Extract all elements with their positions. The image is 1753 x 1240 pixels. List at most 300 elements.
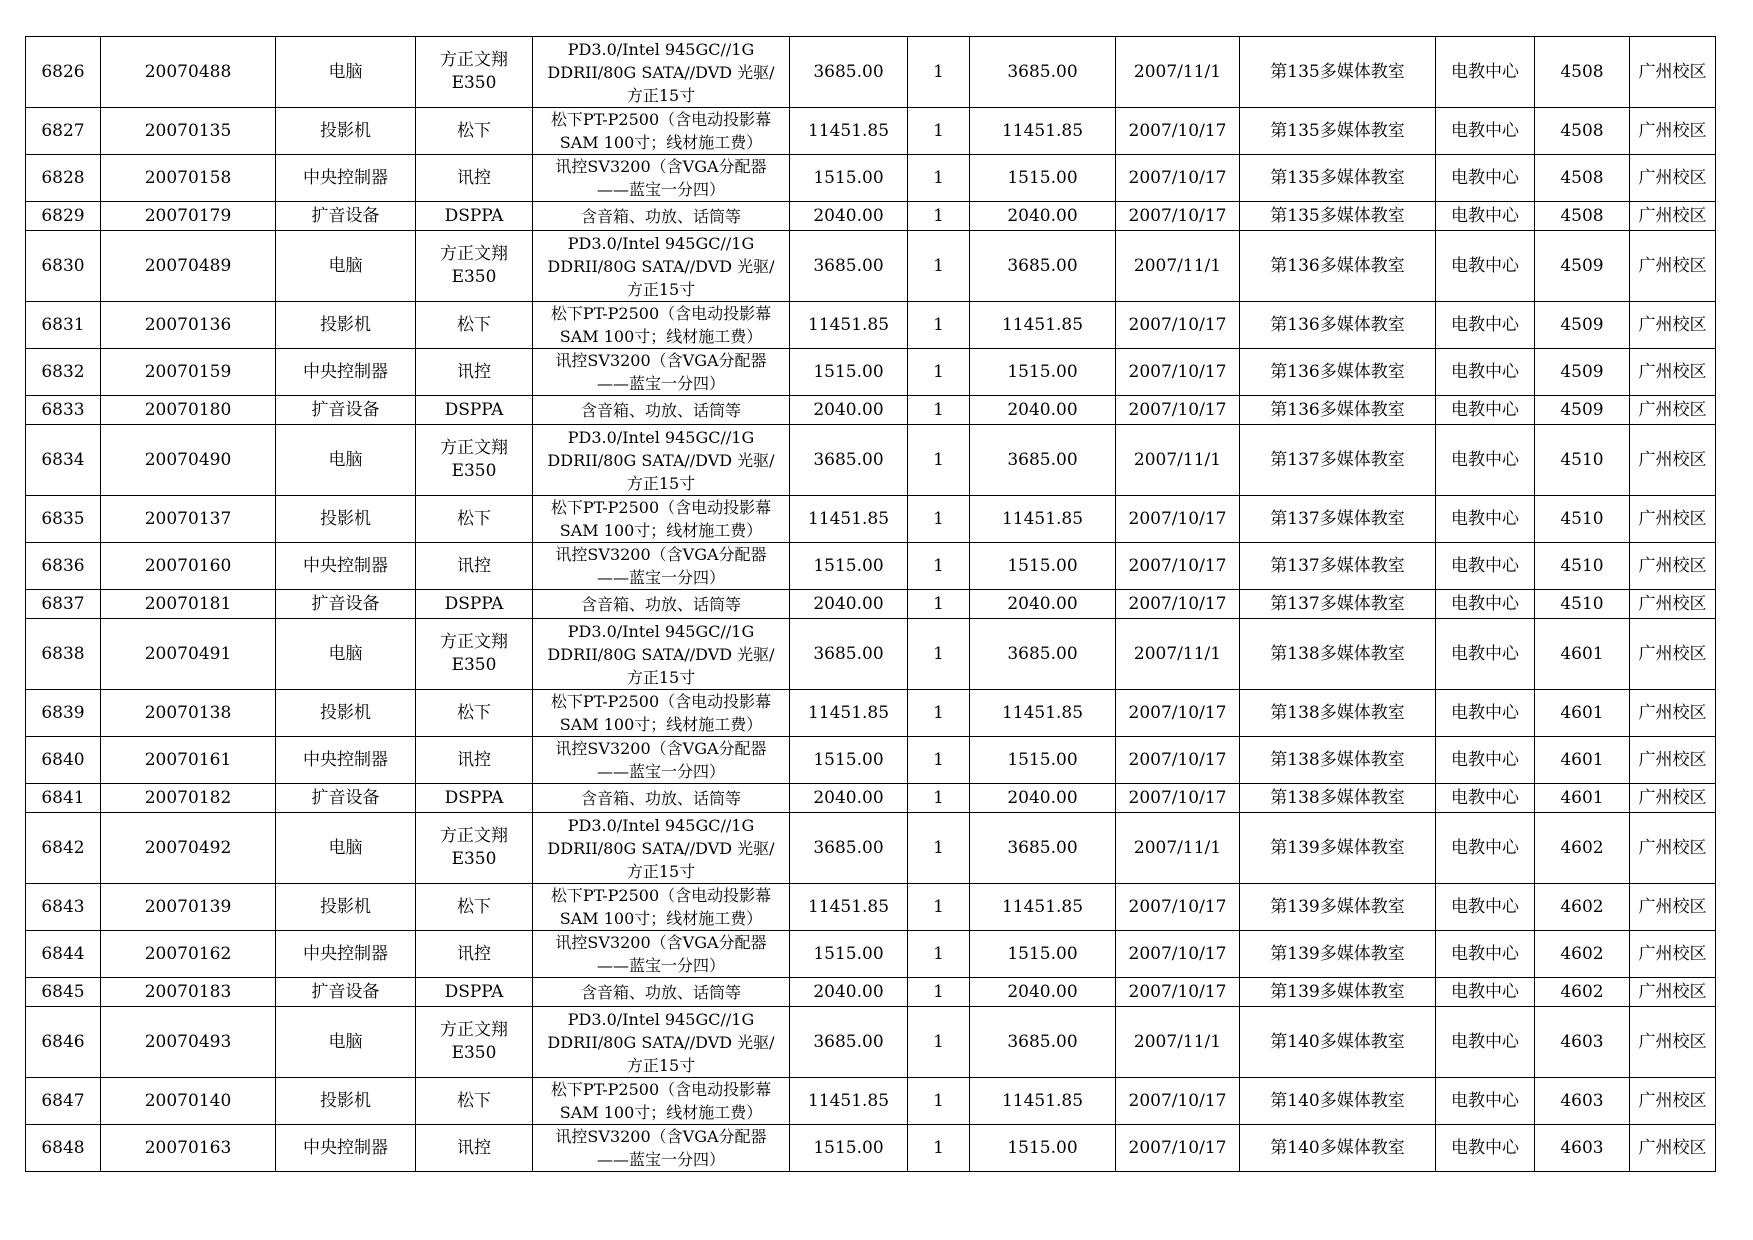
location-cell: 第139多媒体教室 bbox=[1240, 884, 1436, 931]
location-cell: 第136多媒体教室 bbox=[1240, 349, 1436, 396]
brand-cell bbox=[416, 737, 533, 784]
amount-cell: 2040.00 bbox=[970, 590, 1116, 619]
asset-code-cell: 20070489 bbox=[101, 231, 276, 302]
serial-number-cell: 6827 bbox=[26, 108, 101, 155]
brand-cell-line: 讯控 bbox=[457, 1137, 491, 1158]
date-cell: 2007/10/17 bbox=[1116, 1125, 1240, 1172]
amount-cell: 3685.00 bbox=[970, 37, 1116, 108]
spec-cell-line: PD3.0/Intel 945GC//1G bbox=[567, 427, 755, 447]
brand-cell-line: E350 bbox=[451, 1043, 497, 1063]
campus-cell: 广州校区 bbox=[1630, 202, 1716, 231]
asset-name-cell: 扩音设备 bbox=[276, 202, 416, 231]
date-cell: 2007/10/17 bbox=[1116, 931, 1240, 978]
serial-number-cell: 6845 bbox=[26, 978, 101, 1007]
spec-cell-line: 松下PT-P2500（含电动投影幕 bbox=[550, 1080, 772, 1099]
room-cell: 4602 bbox=[1535, 884, 1630, 931]
spec-cell-line: 讯控SV3200（含VGA分配器 bbox=[555, 933, 767, 952]
room-cell: 4603 bbox=[1535, 1007, 1630, 1078]
quantity-cell: 1 bbox=[908, 1078, 970, 1125]
amount-cell: 2040.00 bbox=[970, 978, 1116, 1007]
asset-code-cell: 20070491 bbox=[101, 619, 276, 690]
serial-number-cell: 6837 bbox=[26, 590, 101, 619]
brand-cell bbox=[416, 543, 533, 590]
location-cell: 第139多媒体教室 bbox=[1240, 978, 1436, 1007]
asset-code-cell: 20070182 bbox=[101, 784, 276, 813]
department-cell: 电教中心 bbox=[1436, 813, 1535, 884]
brand-cell-line: E350 bbox=[451, 73, 497, 93]
asset-name-cell: 电脑 bbox=[276, 231, 416, 302]
serial-number-cell: 6839 bbox=[26, 690, 101, 737]
asset-code-cell: 20070158 bbox=[101, 155, 276, 202]
quantity-cell: 1 bbox=[908, 978, 970, 1007]
room-cell: 4601 bbox=[1535, 737, 1630, 784]
room-cell: 4603 bbox=[1535, 1125, 1630, 1172]
brand-cell bbox=[416, 425, 533, 496]
asset-code-cell: 20070138 bbox=[101, 690, 276, 737]
amount-cell: 1515.00 bbox=[970, 543, 1116, 590]
spec-cell-line: 松下PT-P2500（含电动投影幕 bbox=[550, 886, 772, 905]
location-cell: 第137多媒体教室 bbox=[1240, 590, 1436, 619]
department-cell: 电教中心 bbox=[1436, 1125, 1535, 1172]
spec-cell-line: 方正15寸 bbox=[626, 85, 696, 105]
spec-cell-line: ——蓝宝一分四） bbox=[596, 762, 725, 781]
asset-name-cell: 投影机 bbox=[276, 108, 416, 155]
asset-code-cell: 20070183 bbox=[101, 978, 276, 1007]
amount-cell: 2040.00 bbox=[970, 202, 1116, 231]
brand-cell bbox=[416, 690, 533, 737]
brand-cell-line: 方正文翔 bbox=[440, 1020, 508, 1040]
amount-cell: 11451.85 bbox=[970, 302, 1116, 349]
unit-price-cell: 11451.85 bbox=[790, 302, 908, 349]
spec-cell-line: ——蓝宝一分四） bbox=[596, 956, 725, 975]
campus-cell: 广州校区 bbox=[1630, 784, 1716, 813]
spec-cell-line: PD3.0/Intel 945GC//1G bbox=[567, 815, 755, 835]
quantity-cell: 1 bbox=[908, 1007, 970, 1078]
asset-code-cell: 20070160 bbox=[101, 543, 276, 590]
amount-cell: 3685.00 bbox=[970, 813, 1116, 884]
table-row bbox=[26, 690, 1716, 737]
spec-cell-line: SAM 100寸；线材施工费） bbox=[559, 1103, 763, 1122]
spec-cell-line: PD3.0/Intel 945GC//1G bbox=[567, 39, 755, 59]
brand-cell-line: 方正文翔 bbox=[440, 50, 508, 70]
room-cell: 4510 bbox=[1535, 425, 1630, 496]
unit-price-cell: 3685.00 bbox=[790, 1007, 908, 1078]
brand-cell-line: 方正文翔 bbox=[440, 438, 508, 458]
brand-cell-line: 松下 bbox=[457, 896, 491, 917]
room-cell: 4509 bbox=[1535, 231, 1630, 302]
spec-cell-line: DDRII/80G SATA//DVD 光驱/ bbox=[547, 256, 775, 276]
quantity-cell: 1 bbox=[908, 155, 970, 202]
brand-cell bbox=[416, 884, 533, 931]
location-cell: 第135多媒体教室 bbox=[1240, 155, 1436, 202]
brand-cell-line: E350 bbox=[451, 849, 497, 869]
serial-number-cell: 6826 bbox=[26, 37, 101, 108]
date-cell: 2007/11/1 bbox=[1116, 619, 1240, 690]
asset-name-cell: 扩音设备 bbox=[276, 978, 416, 1007]
spec-cell-line: ——蓝宝一分四） bbox=[596, 568, 725, 587]
serial-number-cell: 6829 bbox=[26, 202, 101, 231]
spec-cell bbox=[533, 108, 790, 155]
amount-cell: 11451.85 bbox=[970, 690, 1116, 737]
spec-cell bbox=[533, 1125, 790, 1172]
spec-cell-line: PD3.0/Intel 945GC//1G bbox=[567, 621, 755, 641]
brand-cell bbox=[416, 202, 533, 231]
serial-number-cell: 6848 bbox=[26, 1125, 101, 1172]
location-cell: 第140多媒体教室 bbox=[1240, 1078, 1436, 1125]
date-cell: 2007/10/17 bbox=[1116, 978, 1240, 1007]
quantity-cell: 1 bbox=[908, 349, 970, 396]
brand-cell-line: 方正文翔 bbox=[440, 244, 508, 264]
spec-cell-line: ——蓝宝一分四） bbox=[596, 180, 725, 199]
asset-code-cell: 20070493 bbox=[101, 1007, 276, 1078]
date-cell: 2007/10/17 bbox=[1116, 396, 1240, 425]
quantity-cell: 1 bbox=[908, 590, 970, 619]
spec-cell bbox=[533, 1007, 790, 1078]
room-cell: 4508 bbox=[1535, 37, 1630, 108]
spec-cell bbox=[533, 884, 790, 931]
unit-price-cell: 3685.00 bbox=[790, 425, 908, 496]
brand-cell-line: 讯控 bbox=[457, 167, 491, 188]
unit-price-cell: 1515.00 bbox=[790, 543, 908, 590]
department-cell: 电教中心 bbox=[1436, 619, 1535, 690]
table-row bbox=[26, 978, 1716, 1007]
brand-cell bbox=[416, 155, 533, 202]
amount-cell: 3685.00 bbox=[970, 231, 1116, 302]
asset-name-cell: 电脑 bbox=[276, 619, 416, 690]
asset-name-cell: 投影机 bbox=[276, 884, 416, 931]
spec-cell-line: PD3.0/Intel 945GC//1G bbox=[567, 233, 755, 253]
spec-cell-line: DDRII/80G SATA//DVD 光驱/ bbox=[547, 644, 775, 664]
location-cell: 第136多媒体教室 bbox=[1240, 231, 1436, 302]
asset-name-cell: 投影机 bbox=[276, 690, 416, 737]
asset-code-cell: 20070490 bbox=[101, 425, 276, 496]
room-cell: 4601 bbox=[1535, 690, 1630, 737]
brand-cell bbox=[416, 931, 533, 978]
date-cell: 2007/11/1 bbox=[1116, 1007, 1240, 1078]
department-cell: 电教中心 bbox=[1436, 884, 1535, 931]
room-cell: 4508 bbox=[1535, 108, 1630, 155]
location-cell: 第137多媒体教室 bbox=[1240, 425, 1436, 496]
quantity-cell: 1 bbox=[908, 396, 970, 425]
brand-cell-line: 方正文翔 bbox=[440, 632, 508, 652]
department-cell: 电教中心 bbox=[1436, 231, 1535, 302]
brand-cell bbox=[416, 231, 533, 302]
serial-number-cell: 6847 bbox=[26, 1078, 101, 1125]
date-cell: 2007/11/1 bbox=[1116, 37, 1240, 108]
room-cell: 4602 bbox=[1535, 978, 1630, 1007]
asset-code-cell: 20070163 bbox=[101, 1125, 276, 1172]
unit-price-cell: 2040.00 bbox=[790, 396, 908, 425]
unit-price-cell: 3685.00 bbox=[790, 231, 908, 302]
brand-cell bbox=[416, 784, 533, 813]
date-cell: 2007/10/17 bbox=[1116, 1078, 1240, 1125]
unit-price-cell: 11451.85 bbox=[790, 496, 908, 543]
quantity-cell: 1 bbox=[908, 202, 970, 231]
spec-cell-line: 讯控SV3200（含VGA分配器 bbox=[555, 739, 767, 758]
date-cell: 2007/10/17 bbox=[1116, 302, 1240, 349]
asset-name-cell: 中央控制器 bbox=[276, 1125, 416, 1172]
asset-name-cell: 扩音设备 bbox=[276, 396, 416, 425]
asset-code-cell: 20070136 bbox=[101, 302, 276, 349]
quantity-cell: 1 bbox=[908, 737, 970, 784]
campus-cell: 广州校区 bbox=[1630, 349, 1716, 396]
location-cell: 第140多媒体教室 bbox=[1240, 1125, 1436, 1172]
location-cell: 第137多媒体教室 bbox=[1240, 543, 1436, 590]
spec-cell bbox=[533, 543, 790, 590]
campus-cell: 广州校区 bbox=[1630, 813, 1716, 884]
asset-name-cell: 中央控制器 bbox=[276, 737, 416, 784]
amount-cell: 2040.00 bbox=[970, 396, 1116, 425]
asset-table bbox=[25, 36, 1716, 1172]
amount-cell: 1515.00 bbox=[970, 931, 1116, 978]
quantity-cell: 1 bbox=[908, 931, 970, 978]
table-row bbox=[26, 884, 1716, 931]
date-cell: 2007/10/17 bbox=[1116, 202, 1240, 231]
brand-cell-line: 讯控 bbox=[457, 361, 491, 382]
spec-cell-line: 松下PT-P2500（含电动投影幕 bbox=[550, 692, 772, 711]
spec-cell-line: 讯控SV3200（含VGA分配器 bbox=[555, 545, 767, 564]
unit-price-cell: 3685.00 bbox=[790, 37, 908, 108]
table-row bbox=[26, 590, 1716, 619]
spec-cell bbox=[533, 737, 790, 784]
spec-cell bbox=[533, 931, 790, 978]
brand-cell bbox=[416, 37, 533, 108]
amount-cell: 11451.85 bbox=[970, 884, 1116, 931]
serial-number-cell: 6828 bbox=[26, 155, 101, 202]
campus-cell: 广州校区 bbox=[1630, 931, 1716, 978]
quantity-cell: 1 bbox=[908, 231, 970, 302]
department-cell: 电教中心 bbox=[1436, 425, 1535, 496]
table-row bbox=[26, 396, 1716, 425]
table-row bbox=[26, 37, 1716, 108]
asset-code-cell: 20070161 bbox=[101, 737, 276, 784]
brand-cell-line: 方正文翔 bbox=[440, 826, 508, 846]
room-cell: 4510 bbox=[1535, 590, 1630, 619]
asset-name-cell: 电脑 bbox=[276, 1007, 416, 1078]
brand-cell-line: 讯控 bbox=[457, 943, 491, 964]
table-row bbox=[26, 931, 1716, 978]
unit-price-cell: 3685.00 bbox=[790, 619, 908, 690]
location-cell: 第140多媒体教室 bbox=[1240, 1007, 1436, 1078]
brand-cell-line: 松下 bbox=[457, 1090, 491, 1111]
asset-name-cell: 中央控制器 bbox=[276, 349, 416, 396]
brand-cell bbox=[416, 396, 533, 425]
brand-cell-line: DSPPA bbox=[444, 787, 504, 808]
asset-code-cell: 20070139 bbox=[101, 884, 276, 931]
department-cell: 电教中心 bbox=[1436, 978, 1535, 1007]
quantity-cell: 1 bbox=[908, 813, 970, 884]
date-cell: 2007/10/17 bbox=[1116, 590, 1240, 619]
spec-cell-line: DDRII/80G SATA//DVD 光驱/ bbox=[547, 62, 775, 82]
location-cell: 第135多媒体教室 bbox=[1240, 108, 1436, 155]
brand-cell bbox=[416, 1125, 533, 1172]
quantity-cell: 1 bbox=[908, 784, 970, 813]
brand-cell-line: DSPPA bbox=[444, 593, 504, 614]
campus-cell: 广州校区 bbox=[1630, 396, 1716, 425]
quantity-cell: 1 bbox=[908, 690, 970, 737]
unit-price-cell: 2040.00 bbox=[790, 784, 908, 813]
spec-cell-line: DDRII/80G SATA//DVD 光驱/ bbox=[547, 450, 775, 470]
spec-cell bbox=[533, 619, 790, 690]
brand-cell-line: 松下 bbox=[457, 314, 491, 335]
brand-cell bbox=[416, 813, 533, 884]
spec-cell bbox=[533, 155, 790, 202]
unit-price-cell: 3685.00 bbox=[790, 813, 908, 884]
date-cell: 2007/10/17 bbox=[1116, 784, 1240, 813]
spec-cell-line: 讯控SV3200（含VGA分配器 bbox=[555, 157, 767, 176]
brand-cell-line: E350 bbox=[451, 461, 497, 481]
table-row bbox=[26, 496, 1716, 543]
table-row bbox=[26, 1078, 1716, 1125]
unit-price-cell: 1515.00 bbox=[790, 155, 908, 202]
asset-code-cell: 20070488 bbox=[101, 37, 276, 108]
location-cell: 第139多媒体教室 bbox=[1240, 813, 1436, 884]
department-cell: 电教中心 bbox=[1436, 590, 1535, 619]
spec-cell bbox=[533, 690, 790, 737]
serial-number-cell: 6834 bbox=[26, 425, 101, 496]
serial-number-cell: 6833 bbox=[26, 396, 101, 425]
unit-price-cell: 11451.85 bbox=[790, 690, 908, 737]
unit-price-cell: 2040.00 bbox=[790, 590, 908, 619]
spec-cell-line: 方正15寸 bbox=[626, 279, 696, 299]
date-cell: 2007/11/1 bbox=[1116, 425, 1240, 496]
quantity-cell: 1 bbox=[908, 425, 970, 496]
amount-cell: 2040.00 bbox=[970, 784, 1116, 813]
amount-cell: 11451.85 bbox=[970, 1078, 1116, 1125]
serial-number-cell: 6842 bbox=[26, 813, 101, 884]
campus-cell: 广州校区 bbox=[1630, 884, 1716, 931]
spec-cell-line: 含音箱、功放、话筒等 bbox=[580, 594, 741, 614]
asset-name-cell: 投影机 bbox=[276, 1078, 416, 1125]
spec-cell-line: 方正15寸 bbox=[626, 473, 696, 493]
campus-cell: 广州校区 bbox=[1630, 690, 1716, 737]
campus-cell: 广州校区 bbox=[1630, 1007, 1716, 1078]
room-cell: 4601 bbox=[1535, 784, 1630, 813]
brand-cell-line: 讯控 bbox=[457, 749, 491, 770]
serial-number-cell: 6838 bbox=[26, 619, 101, 690]
spec-cell-line: SAM 100寸；线材施工费） bbox=[559, 521, 763, 540]
spec-cell-line: 含音箱、功放、话筒等 bbox=[580, 788, 741, 808]
department-cell: 电教中心 bbox=[1436, 737, 1535, 784]
location-cell: 第138多媒体教室 bbox=[1240, 690, 1436, 737]
asset-name-cell: 投影机 bbox=[276, 496, 416, 543]
room-cell: 4601 bbox=[1535, 619, 1630, 690]
table-row bbox=[26, 155, 1716, 202]
brand-cell-line: E350 bbox=[451, 655, 497, 675]
unit-price-cell: 11451.85 bbox=[790, 108, 908, 155]
room-cell: 4509 bbox=[1535, 302, 1630, 349]
brand-cell bbox=[416, 108, 533, 155]
room-cell: 4508 bbox=[1535, 155, 1630, 202]
room-cell: 4602 bbox=[1535, 931, 1630, 978]
serial-number-cell: 6835 bbox=[26, 496, 101, 543]
brand-cell-line: DSPPA bbox=[444, 205, 504, 226]
spec-cell-line: 松下PT-P2500（含电动投影幕 bbox=[550, 304, 772, 323]
spec-cell bbox=[533, 231, 790, 302]
spec-cell bbox=[533, 349, 790, 396]
table-row bbox=[26, 231, 1716, 302]
serial-number-cell: 6832 bbox=[26, 349, 101, 396]
department-cell: 电教中心 bbox=[1436, 1078, 1535, 1125]
brand-cell-line: DSPPA bbox=[444, 981, 504, 1002]
spec-cell-line: 讯控SV3200（含VGA分配器 bbox=[555, 1127, 767, 1146]
unit-price-cell: 2040.00 bbox=[790, 978, 908, 1007]
spec-cell-line: 含音箱、功放、话筒等 bbox=[580, 206, 741, 226]
spec-cell-line: 松下PT-P2500（含电动投影幕 bbox=[550, 498, 772, 517]
table-row bbox=[26, 425, 1716, 496]
table-row bbox=[26, 1125, 1716, 1172]
department-cell: 电教中心 bbox=[1436, 155, 1535, 202]
room-cell: 4603 bbox=[1535, 1078, 1630, 1125]
department-cell: 电教中心 bbox=[1436, 543, 1535, 590]
table-row bbox=[26, 813, 1716, 884]
spec-cell bbox=[533, 1078, 790, 1125]
table-row bbox=[26, 619, 1716, 690]
asset-code-cell: 20070179 bbox=[101, 202, 276, 231]
spec-cell bbox=[533, 813, 790, 884]
serial-number-cell: 6840 bbox=[26, 737, 101, 784]
quantity-cell: 1 bbox=[908, 496, 970, 543]
asset-name-cell: 电脑 bbox=[276, 37, 416, 108]
campus-cell: 广州校区 bbox=[1630, 37, 1716, 108]
department-cell: 电教中心 bbox=[1436, 931, 1535, 978]
location-cell: 第138多媒体教室 bbox=[1240, 784, 1436, 813]
brand-cell-line: 松下 bbox=[457, 702, 491, 723]
asset-name-cell: 扩音设备 bbox=[276, 784, 416, 813]
unit-price-cell: 11451.85 bbox=[790, 1078, 908, 1125]
amount-cell: 11451.85 bbox=[970, 108, 1116, 155]
campus-cell: 广州校区 bbox=[1630, 737, 1716, 784]
department-cell: 电教中心 bbox=[1436, 37, 1535, 108]
serial-number-cell: 6846 bbox=[26, 1007, 101, 1078]
room-cell: 4509 bbox=[1535, 349, 1630, 396]
date-cell: 2007/11/1 bbox=[1116, 231, 1240, 302]
amount-cell: 1515.00 bbox=[970, 1125, 1116, 1172]
location-cell: 第135多媒体教室 bbox=[1240, 37, 1436, 108]
spec-cell bbox=[533, 425, 790, 496]
brand-cell-line: DSPPA bbox=[444, 399, 504, 420]
table-body bbox=[26, 37, 1716, 1172]
spec-cell bbox=[533, 978, 790, 1007]
asset-name-cell: 中央控制器 bbox=[276, 931, 416, 978]
spec-cell bbox=[533, 590, 790, 619]
asset-name-cell: 中央控制器 bbox=[276, 543, 416, 590]
spec-cell-line: SAM 100寸；线材施工费） bbox=[559, 715, 763, 734]
table-row bbox=[26, 349, 1716, 396]
quantity-cell: 1 bbox=[908, 37, 970, 108]
unit-price-cell: 2040.00 bbox=[790, 202, 908, 231]
serial-number-cell: 6830 bbox=[26, 231, 101, 302]
department-cell: 电教中心 bbox=[1436, 690, 1535, 737]
spec-cell-line: 含音箱、功放、话筒等 bbox=[580, 400, 741, 420]
spec-cell-line: SAM 100寸；线材施工费） bbox=[559, 133, 763, 152]
brand-cell bbox=[416, 349, 533, 396]
room-cell: 4508 bbox=[1535, 202, 1630, 231]
date-cell: 2007/10/17 bbox=[1116, 496, 1240, 543]
brand-cell-line: E350 bbox=[451, 267, 497, 287]
date-cell: 2007/10/17 bbox=[1116, 543, 1240, 590]
room-cell: 4509 bbox=[1535, 396, 1630, 425]
table-row bbox=[26, 737, 1716, 784]
brand-cell bbox=[416, 1007, 533, 1078]
location-cell: 第139多媒体教室 bbox=[1240, 931, 1436, 978]
spec-cell-line: 松下PT-P2500（含电动投影幕 bbox=[550, 110, 772, 129]
campus-cell: 广州校区 bbox=[1630, 302, 1716, 349]
table-row bbox=[26, 108, 1716, 155]
table-row bbox=[26, 543, 1716, 590]
room-cell: 4510 bbox=[1535, 543, 1630, 590]
department-cell: 电教中心 bbox=[1436, 784, 1535, 813]
